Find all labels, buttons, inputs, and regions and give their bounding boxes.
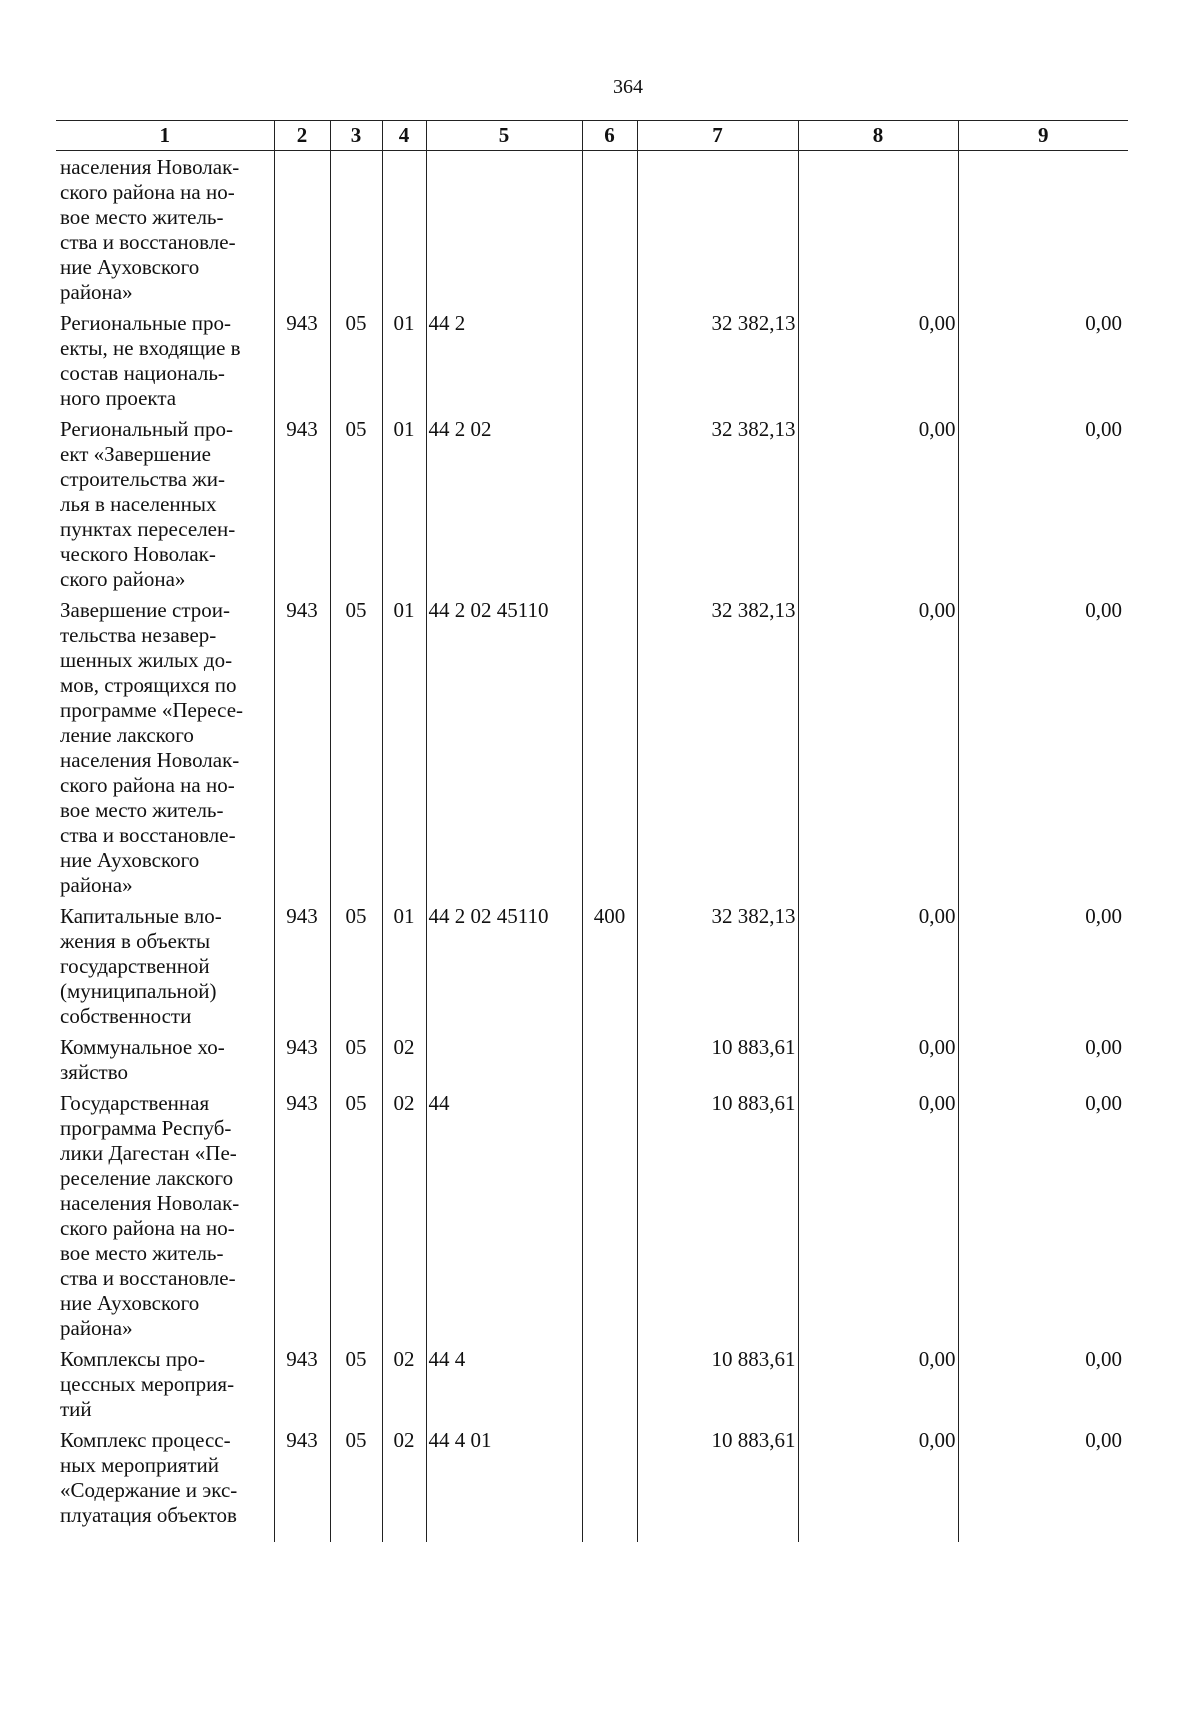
row-grbs: 943 <box>274 592 330 898</box>
row-section: 05 <box>330 898 382 1029</box>
spacer-cell <box>56 1528 274 1542</box>
header-col-1: 1 <box>56 121 274 151</box>
row-expense-type <box>582 1422 637 1528</box>
row-name: Комплекс процесс- ных мероприятий «Содержание и экс- плуатация объектов <box>56 1422 274 1528</box>
row-grbs: 943 <box>274 411 330 592</box>
row-section: 05 <box>330 1029 382 1085</box>
spacer-cell <box>382 1528 426 1542</box>
row-name: Капитальные вло- жения в объекты государственной (муниципальной) собственности <box>56 898 274 1029</box>
table-row <box>56 1085 1128 1341</box>
row-section: 05 <box>330 1341 382 1422</box>
row-amount-col7: 10 883,61 <box>637 1029 798 1085</box>
row-amount-col7: 10 883,61 <box>637 1422 798 1528</box>
row-amount-col7: 10 883,61 <box>637 1341 798 1422</box>
row-amount-col7: 10 883,61 <box>637 1085 798 1341</box>
row-amount-col9: 0,00 <box>958 1029 1128 1085</box>
row-grbs: 943 <box>274 1085 330 1341</box>
table-body <box>56 151 1128 1543</box>
row-target-article <box>426 1029 582 1085</box>
row-amount-col8: 0,00 <box>798 898 958 1029</box>
row-amount-col9: 0,00 <box>958 1085 1128 1341</box>
row-name: Региональный про- ект «Завершение строительства жи- лья в населенных пунктах переселен- ческого Новолак- ского района» <box>56 411 274 592</box>
row-amount-col9 <box>958 151 1128 306</box>
row-expense-type <box>582 305 637 411</box>
row-amount-col9: 0,00 <box>958 411 1128 592</box>
row-target-article <box>426 151 582 306</box>
row-name: Региональные про- екты, не входящие в состав националь- ного проекта <box>56 305 274 411</box>
row-amount-col8: 0,00 <box>798 1029 958 1085</box>
row-target-article: 44 2 02 45110 <box>426 898 582 1029</box>
row-amount-col8: 0,00 <box>798 305 958 411</box>
row-section <box>330 151 382 306</box>
row-amount-col7: 32 382,13 <box>637 411 798 592</box>
row-target-article: 44 4 01 <box>426 1422 582 1528</box>
row-target-article: 44 2 <box>426 305 582 411</box>
row-expense-type <box>582 1029 637 1085</box>
row-target-article: 44 2 02 45110 <box>426 592 582 898</box>
spacer-cell <box>274 1528 330 1542</box>
header-col-6: 6 <box>582 121 637 151</box>
row-amount-col9: 0,00 <box>958 592 1128 898</box>
row-amount-col7: 32 382,13 <box>637 898 798 1029</box>
row-subsection: 02 <box>382 1085 426 1341</box>
row-grbs: 943 <box>274 305 330 411</box>
table-row <box>56 151 1128 306</box>
row-expense-type <box>582 151 637 306</box>
row-amount-col9: 0,00 <box>958 1422 1128 1528</box>
row-grbs: 943 <box>274 1422 330 1528</box>
table-row <box>56 898 1128 1029</box>
row-amount-col9: 0,00 <box>958 898 1128 1029</box>
row-amount-col8: 0,00 <box>798 1085 958 1341</box>
row-amount-col7: 32 382,13 <box>637 592 798 898</box>
row-subsection: 02 <box>382 1029 426 1085</box>
table-bottom-spacer <box>56 1528 1128 1542</box>
row-subsection: 02 <box>382 1341 426 1422</box>
row-grbs: 943 <box>274 1029 330 1085</box>
spacer-cell <box>426 1528 582 1542</box>
row-expense-type <box>582 411 637 592</box>
row-amount-col8: 0,00 <box>798 592 958 898</box>
row-amount-col8: 0,00 <box>798 1422 958 1528</box>
header-col-4: 4 <box>382 121 426 151</box>
row-section: 05 <box>330 1422 382 1528</box>
header-col-2: 2 <box>274 121 330 151</box>
budget-table <box>56 120 1128 1542</box>
spacer-cell <box>330 1528 382 1542</box>
row-subsection: 01 <box>382 592 426 898</box>
header-col-8: 8 <box>798 121 958 151</box>
spacer-cell <box>798 1528 958 1542</box>
table-row <box>56 1422 1128 1528</box>
spacer-cell <box>582 1528 637 1542</box>
header-col-5: 5 <box>426 121 582 151</box>
spacer-cell <box>958 1528 1128 1542</box>
table-row <box>56 592 1128 898</box>
row-target-article: 44 4 <box>426 1341 582 1422</box>
row-subsection: 01 <box>382 898 426 1029</box>
row-expense-type: 400 <box>582 898 637 1029</box>
row-name: Комплексы про- цессных мероприя- тий <box>56 1341 274 1422</box>
row-amount-col9: 0,00 <box>958 1341 1128 1422</box>
row-target-article: 44 2 02 <box>426 411 582 592</box>
row-name: Государственная программа Респуб- лики Дагестан «Пе- реселение лакского населения Новолак- ского района на но- вое место житель- ства и восстановле- ние Ауховского района» <box>56 1085 274 1341</box>
row-subsection: 01 <box>382 411 426 592</box>
row-amount-col7: 32 382,13 <box>637 305 798 411</box>
table-row <box>56 1029 1128 1085</box>
row-amount-col7 <box>637 151 798 306</box>
row-expense-type <box>582 592 637 898</box>
row-grbs <box>274 151 330 306</box>
row-amount-col8: 0,00 <box>798 411 958 592</box>
row-subsection: 01 <box>382 305 426 411</box>
table-row <box>56 411 1128 592</box>
row-name: Коммунальное хо- зяйство <box>56 1029 274 1085</box>
row-section: 05 <box>330 1085 382 1341</box>
row-section: 05 <box>330 305 382 411</box>
row-section: 05 <box>330 592 382 898</box>
table-row <box>56 1341 1128 1422</box>
spacer-cell <box>637 1528 798 1542</box>
row-grbs: 943 <box>274 898 330 1029</box>
table-row <box>56 305 1128 411</box>
row-amount-col9: 0,00 <box>958 305 1128 411</box>
header-row <box>56 121 1128 151</box>
header-col-9: 9 <box>958 121 1128 151</box>
header-col-7: 7 <box>637 121 798 151</box>
row-grbs: 943 <box>274 1341 330 1422</box>
header-col-3: 3 <box>330 121 382 151</box>
row-subsection: 02 <box>382 1422 426 1528</box>
row-amount-col8: 0,00 <box>798 1341 958 1422</box>
row-expense-type <box>582 1085 637 1341</box>
row-section: 05 <box>330 411 382 592</box>
row-name: населения Новолак- ского района на но- вое место житель- ства и восстановле- ние Ауховского района» <box>56 151 274 306</box>
row-name: Завершение строи- тельства незавер- шенных жилых до- мов, строящихся по программе «Пересе- ление лакского населения Новолак- ского района на но- вое место житель- ства и восстановле- ние Ауховского района» <box>56 592 274 898</box>
row-subsection <box>382 151 426 306</box>
row-target-article: 44 <box>426 1085 582 1341</box>
row-amount-col8 <box>798 151 958 306</box>
page-number: 364 <box>613 76 643 98</box>
row-expense-type <box>582 1341 637 1422</box>
